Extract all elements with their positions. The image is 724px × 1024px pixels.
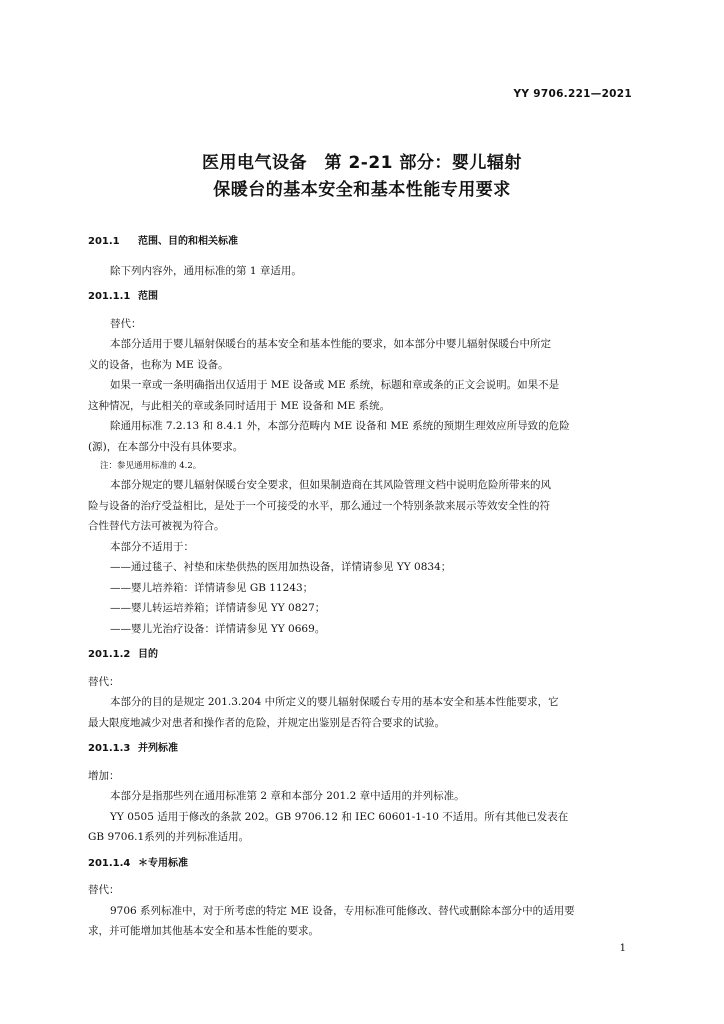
- paragraph: 如果一章或一条明确指出仅适用于 ME 设备或 ME 系统，标题和章或条的正文会说明。如果不是: [110, 379, 560, 391]
- section-number: 201.1: [88, 236, 120, 247]
- note: 注：参见通用标准的 4.2。: [100, 461, 202, 471]
- add-label: 增加：: [88, 769, 120, 782]
- replace-label: 替代：: [88, 675, 120, 688]
- document-title-line2: 保暖台的基本安全和基本性能专用要求: [213, 180, 511, 200]
- document-body: [88, 232, 648, 942]
- section-heading-201-1: [88, 232, 648, 253]
- list-item: ——婴儿转运培养箱；详情请参见 YY 0827；: [110, 602, 326, 614]
- list-item: ——婴儿培养箱：详情请参见 GB 11243；: [110, 581, 314, 594]
- section-title: ＊专用标准: [138, 857, 188, 869]
- replace-label: 替代：: [110, 317, 142, 330]
- section-number: 201.1.3: [88, 743, 131, 754]
- paragraph: 本部分不适用于：: [110, 540, 194, 553]
- document-title-line1: 医用电气设备 第 2-21 部分：婴儿辐射: [202, 153, 522, 173]
- paragraph: 除下列内容外，通用标准的第 1 章适用。: [110, 264, 302, 277]
- list-item: ——通过毯子、衬垫和床垫供热的医用加热设备，详情请参见 YY 0834；: [110, 561, 452, 573]
- replace-label: 替代：: [88, 884, 120, 896]
- paragraph: 9706 系列标准中，对于所考虑的特定 ME 设备，专用标准可能修改、替代或删除本部分中的适用要: [110, 904, 575, 917]
- list-item: ——婴儿光治疗设备：详情请参见 YY 0669。: [110, 622, 326, 635]
- section-title: 范围: [138, 291, 158, 302]
- paragraph: 本部分适用于婴儿辐射保暖台的基本安全和基本性能的要求，如本部分中婴儿辐射保暖台中所定: [110, 338, 551, 350]
- paragraph: 本部分是指那些列在通用标准第 2 章和本部分 201.2 章中适用的并列标准。: [110, 790, 465, 802]
- section-number: 201.1.4: [88, 857, 131, 869]
- paragraph: 除通用标准 7.2.13 和 8.4.1 外，本部分范畴内 ME 设备和 ME 系统的预期生理效应所导致的危险: [110, 420, 570, 432]
- paragraph-cont: 这种情况，与此相关的章或条同时适用于 ME 设备和 ME 系统。: [88, 399, 391, 412]
- section-number: 201.1.2: [88, 649, 131, 660]
- paragraph-cont: 合性替代方法可被视为符合。: [88, 520, 225, 532]
- paragraph: 本部分规定的婴儿辐射保暖台安全要求，但如果制造商在其风险管理文档中说明危险所带来的风: [110, 479, 551, 491]
- section-title: 并列标准: [138, 743, 178, 754]
- paragraph-cont: 义的设备，也称为 ME 设备。: [88, 358, 229, 371]
- standard-code: YY 9706.221—2021: [513, 88, 632, 100]
- paragraph-cont: GB 9706.1系列的并列标准适用。: [88, 831, 250, 843]
- section-title: 范围、目的和相关标准: [138, 236, 238, 247]
- page-number: 1: [619, 943, 626, 954]
- paragraph: 本部分的目的是规定 201.3.204 中所定义的婴儿辐射保暖台专用的基本安全和基本性能要求，它: [110, 696, 559, 708]
- section-heading-201-1-4: [88, 854, 648, 875]
- section-heading-201-1-1: [88, 287, 648, 308]
- section-number: 201.1.1: [88, 291, 131, 302]
- paragraph: YY 0505 适用于修改的条款 202。GB 9706.12 和 IEC 60601-1-10 不适用。所有其他已发表在: [110, 810, 569, 823]
- paragraph-cont: (源)，在本部分中没有具体要求。: [88, 440, 244, 453]
- section-heading-201-1-2: [88, 645, 648, 666]
- paragraph-cont: 求，并可能增加其他基本安全和基本性能的要求。: [88, 925, 319, 937]
- paragraph-cont: 险与设备的治疗受益相比，是处于一个可接受的水平，那么通过一个特别条款来展示等效安全性的符: [88, 499, 550, 512]
- section-heading-201-1-3: [88, 739, 648, 760]
- section-title: 目的: [138, 649, 158, 660]
- paragraph-cont: 最大限度地减少对患者和操作者的危险，并规定出鉴别是否符合要求的试验。: [88, 716, 445, 729]
